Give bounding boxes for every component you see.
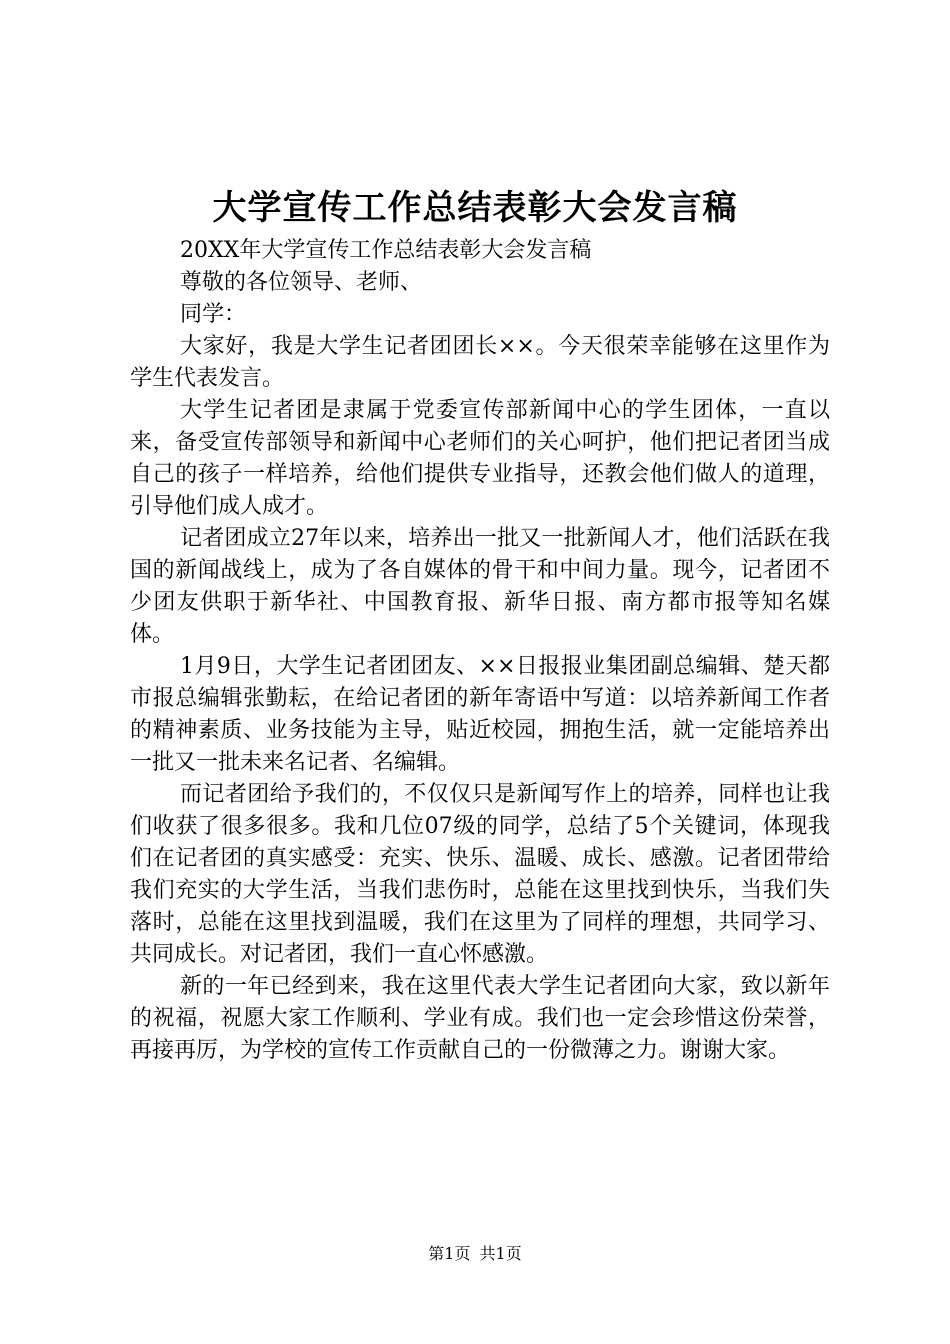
subtitle-line: 20XX年大学宣传工作总结表彰大会发言稿 bbox=[180, 238, 592, 263]
paragraph-history: 记者团成立27年以来，培养出一批又一批新闻人才，他们活跃在我国的新闻战线上，成为了各自媒体的骨干和中间力量。现今，记者团不少团友供职于新华社、中国教育报、新华日报、南方都市报等知名媒体。 bbox=[130, 526, 830, 647]
paragraph-new-year-message: 1月9日，大学生记者团团友、××日报报业集团副总编辑、楚天都市报总编辑张勤耘，在给记者团的新年寄语中写道：以培养新闻工作者的精神素质、业务技能为主导，贴近校园，拥抱生活，就一定能培养出一批又一批未来名记者、名编辑。 bbox=[130, 654, 830, 775]
paragraph-keywords: 而记者团给予我们的，不仅仅只是新闻写作上的培养，同样也让我们收获了很多很多。我和几位07级的同学，总结了5个关键词，体现我们在记者团的真实感受：充实、快乐、温暖、成长、感激。记者团带给我们充实的大学生活，当我们悲伤时，总能在这里找到快乐，当我们失落时，总能在这里找到温暖，我们在这里为了同样的理想，共同学习、共同成长。对记者团，我们一直心怀感激。 bbox=[130, 782, 830, 967]
page-total: 共1页 bbox=[479, 1244, 522, 1263]
document-title: 大学宣传工作总结表彰大会发言稿 bbox=[212, 188, 738, 228]
salutation-line-2: 同学： bbox=[180, 302, 247, 327]
page-number: 第1页 bbox=[428, 1244, 471, 1263]
document-body bbox=[130, 235, 830, 1067]
page-footer bbox=[0, 1243, 950, 1265]
paragraph-introduction: 大学生记者团是隶属于党委宣传部新闻中心的学生团体，一直以来，备受宣传部领导和新闻中心老师们的关心呵护，他们把记者团当成自己的孩子一样培养，给他们提供专业指导，还教会他们做人的道理，引导他们成人成才。 bbox=[130, 398, 830, 519]
paragraph-greeting: 大家好，我是大学生记者团团长××。今天很荣幸能够在这里作为学生代表发言。 bbox=[130, 334, 830, 391]
paragraph-closing: 新的一年已经到来，我在这里代表大学生记者团向大家，致以新年的祝福，祝愿大家工作顺利、学业有成。我们也一定会珍惜这份荣誉，再接再厉，为学校的宣传工作贡献自己的一份微薄之力。谢谢大家。 bbox=[130, 974, 830, 1063]
salutation-line-1: 尊敬的各位领导、老师、 bbox=[180, 270, 423, 295]
